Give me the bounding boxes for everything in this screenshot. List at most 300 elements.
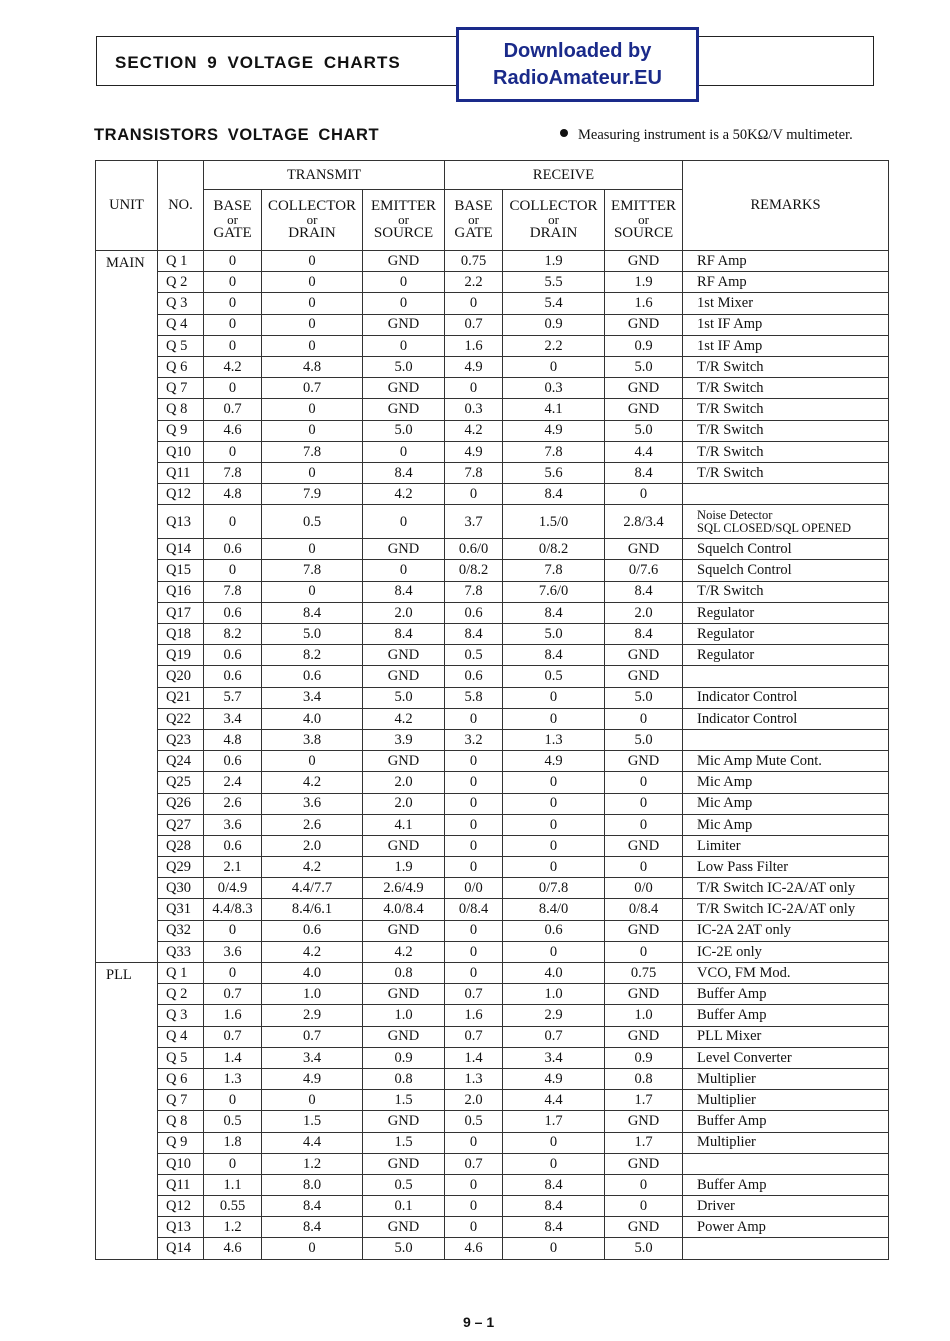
remark-cell: 1st Mixer: [683, 293, 889, 314]
remark-cell: PLL Mixer: [683, 1026, 889, 1047]
receive-voltage-cell: 5.5: [503, 272, 605, 293]
remark-cell: Mic Amp: [683, 814, 889, 835]
download-stamp: [456, 27, 699, 102]
transmit-voltage-cell: 3.6: [204, 814, 262, 835]
transmit-voltage-cell: GND: [363, 751, 445, 772]
transistor-no-cell: Q25: [158, 772, 204, 793]
table-row: [96, 857, 889, 878]
receive-voltage-cell: 0: [445, 1174, 503, 1195]
receive-voltage-cell: 0.5: [445, 1111, 503, 1132]
transmit-voltage-cell: 0: [204, 441, 262, 462]
table-row: [96, 878, 889, 899]
transmit-voltage-cell: 4.4/8.3: [204, 899, 262, 920]
receive-voltage-cell: 1.3: [503, 729, 605, 750]
remark-cell: Multiplier: [683, 1068, 889, 1089]
receive-voltage-cell: 0: [503, 793, 605, 814]
transistor-no-cell: Q26: [158, 793, 204, 814]
remark-cell: T/R Switch: [683, 441, 889, 462]
receive-voltage-cell: 8.4: [445, 624, 503, 645]
receive-voltage-cell: 0: [503, 814, 605, 835]
transmit-voltage-cell: 2.6: [204, 793, 262, 814]
transmit-voltage-cell: 0/4.9: [204, 878, 262, 899]
transistor-no-cell: Q14: [158, 539, 204, 560]
remark-cell: Mic Amp: [683, 793, 889, 814]
transmit-voltage-cell: 4.2: [363, 484, 445, 505]
receive-voltage-cell: 8.4: [605, 624, 683, 645]
remark-cell: Indicator Control: [683, 708, 889, 729]
remark-cell: T/R Switch IC-2A/AT only: [683, 878, 889, 899]
transmit-voltage-cell: GND: [363, 920, 445, 941]
transistor-no-cell: Q28: [158, 835, 204, 856]
transistor-no-cell: Q 2: [158, 984, 204, 1005]
transmit-voltage-cell: GND: [363, 1217, 445, 1238]
receive-voltage-cell: 0: [503, 772, 605, 793]
table-row: [96, 1153, 889, 1174]
remark-cell: Multiplier: [683, 1090, 889, 1111]
transmit-voltage-cell: 4.8: [204, 484, 262, 505]
transmit-voltage-cell: 1.1: [204, 1174, 262, 1195]
receive-voltage-cell: 0: [605, 941, 683, 962]
receive-voltage-cell: 5.0: [605, 1238, 683, 1259]
transmit-voltage-cell: 0: [204, 1153, 262, 1174]
table-row: [96, 399, 889, 420]
receive-voltage-cell: 0.6/0: [445, 539, 503, 560]
transmit-voltage-cell: 5.0: [363, 687, 445, 708]
remark-cell: Mic Amp: [683, 772, 889, 793]
tx-collector-drain-header: COLLECTOR or DRAIN: [262, 190, 363, 251]
transistor-no-cell: Q23: [158, 729, 204, 750]
receive-voltage-cell: 1.5/0: [503, 505, 605, 539]
table-row: [96, 251, 889, 272]
remark-cell: Buffer Amp: [683, 1111, 889, 1132]
transmit-voltage-cell: 0.7: [204, 984, 262, 1005]
transmit-voltage-cell: 1.0: [363, 1005, 445, 1026]
transmit-voltage-cell: 8.4: [363, 624, 445, 645]
transmit-voltage-cell: 2.6/4.9: [363, 878, 445, 899]
transmit-voltage-cell: 0: [204, 505, 262, 539]
receive-voltage-cell: 5.8: [445, 687, 503, 708]
receive-voltage-cell: 0: [445, 941, 503, 962]
receive-voltage-cell: 0: [445, 1196, 503, 1217]
transmit-voltage-cell: 7.9: [262, 484, 363, 505]
transmit-voltage-cell: 0.5: [262, 505, 363, 539]
receive-voltage-cell: GND: [605, 539, 683, 560]
receive-voltage-cell: 0: [445, 814, 503, 835]
receive-voltage-cell: 4.4: [605, 441, 683, 462]
receive-voltage-cell: 4.9: [503, 751, 605, 772]
transmit-voltage-cell: 0: [262, 539, 363, 560]
remark-cell: T/R Switch: [683, 462, 889, 483]
receive-voltage-cell: 0: [445, 708, 503, 729]
table-row: [96, 441, 889, 462]
transistor-no-cell: Q19: [158, 645, 204, 666]
transmit-voltage-cell: 1.5: [262, 1111, 363, 1132]
table-row: [96, 1196, 889, 1217]
remark-cell: T/R Switch: [683, 356, 889, 377]
transmit-voltage-cell: 5.0: [363, 420, 445, 441]
receive-voltage-cell: 1.0: [605, 1005, 683, 1026]
receive-voltage-cell: 0.9: [605, 1047, 683, 1068]
table-row: [96, 484, 889, 505]
remark-cell: [683, 666, 889, 687]
receive-voltage-cell: 1.6: [445, 335, 503, 356]
table-row: [96, 581, 889, 602]
remark-cell: [683, 505, 889, 539]
receive-voltage-cell: 8.4/0: [503, 899, 605, 920]
table-row: [96, 1132, 889, 1153]
transmit-voltage-cell: 0: [262, 751, 363, 772]
transistor-no-cell: Q11: [158, 462, 204, 483]
receive-voltage-cell: 0: [503, 857, 605, 878]
transmit-voltage-cell: 0.6: [204, 645, 262, 666]
receive-voltage-cell: 0: [445, 772, 503, 793]
transmit-voltage-cell: 0.6: [204, 835, 262, 856]
transmit-voltage-cell: 2.0: [363, 793, 445, 814]
table-row: [96, 751, 889, 772]
remark-cell: Power Amp: [683, 1217, 889, 1238]
transmit-voltage-cell: 0: [363, 335, 445, 356]
transmit-voltage-cell: 0.6: [204, 666, 262, 687]
table-row: [96, 645, 889, 666]
table-row: [96, 420, 889, 441]
tx-base-gate-header: BASE or GATE: [204, 190, 262, 251]
transmit-voltage-cell: 4.6: [204, 1238, 262, 1259]
receive-voltage-cell: 0: [503, 356, 605, 377]
transmit-voltage-cell: 4.1: [363, 814, 445, 835]
receive-voltage-cell: 4.4: [503, 1090, 605, 1111]
receive-voltage-cell: 8.4: [503, 484, 605, 505]
transmit-voltage-cell: 2.4: [204, 772, 262, 793]
receive-voltage-cell: 0: [503, 687, 605, 708]
receive-voltage-cell: 0.7: [445, 984, 503, 1005]
receive-voltage-cell: 0: [605, 814, 683, 835]
receive-voltage-cell: 0: [605, 857, 683, 878]
table-row: [96, 920, 889, 941]
transistor-no-cell: Q17: [158, 602, 204, 623]
transmit-voltage-cell: 2.1: [204, 857, 262, 878]
transmit-voltage-cell: GND: [363, 666, 445, 687]
unit-cell: PLL: [96, 963, 158, 1260]
transmit-voltage-cell: 0: [204, 272, 262, 293]
transmit-voltage-cell: GND: [363, 314, 445, 335]
transistor-no-cell: Q14: [158, 1238, 204, 1259]
remark-cell: T/R Switch: [683, 581, 889, 602]
transmit-voltage-cell: 0: [262, 420, 363, 441]
remark-cell: IC-2E only: [683, 941, 889, 962]
transmit-voltage-cell: 0: [204, 560, 262, 581]
receive-voltage-cell: 5.4: [503, 293, 605, 314]
transmit-voltage-cell: 8.4: [262, 1196, 363, 1217]
remark-cell: IC-2A 2AT only: [683, 920, 889, 941]
table-row: [96, 272, 889, 293]
section-title: SECTION 9 VOLTAGE CHARTS: [115, 53, 401, 72]
transistor-no-cell: Q 1: [158, 251, 204, 272]
remark-cell: RF Amp: [683, 272, 889, 293]
transmit-voltage-cell: 0: [262, 314, 363, 335]
unit-header: UNIT: [96, 161, 158, 251]
transmit-voltage-cell: 2.0: [363, 772, 445, 793]
transmit-voltage-cell: 1.9: [363, 857, 445, 878]
transmit-voltage-cell: 4.4: [262, 1132, 363, 1153]
transmit-voltage-cell: 8.4: [363, 462, 445, 483]
table-row: [96, 1090, 889, 1111]
transmit-voltage-cell: GND: [363, 645, 445, 666]
transmit-voltage-cell: 3.4: [204, 708, 262, 729]
transistor-no-cell: Q32: [158, 920, 204, 941]
no-header: NO.: [158, 161, 204, 251]
receive-voltage-cell: 4.9: [503, 1068, 605, 1089]
transmit-voltage-cell: 0.9: [363, 1047, 445, 1068]
receive-voltage-cell: 5.0: [605, 420, 683, 441]
transmit-voltage-cell: 0.55: [204, 1196, 262, 1217]
receive-voltage-cell: 3.4: [503, 1047, 605, 1068]
transmit-voltage-cell: 0.5: [204, 1111, 262, 1132]
transmit-voltage-cell: 0: [204, 251, 262, 272]
receive-voltage-cell: 2.9: [503, 1005, 605, 1026]
receive-voltage-cell: 8.4: [503, 1217, 605, 1238]
transistor-no-cell: Q 7: [158, 1090, 204, 1111]
remark-cell: Driver: [683, 1196, 889, 1217]
receive-voltage-cell: 0/8.2: [445, 560, 503, 581]
transmit-voltage-cell: 0: [262, 1090, 363, 1111]
transistor-no-cell: Q 6: [158, 356, 204, 377]
transmit-voltage-cell: 1.5: [363, 1132, 445, 1153]
transistor-no-cell: Q33: [158, 941, 204, 962]
receive-voltage-cell: 1.6: [605, 293, 683, 314]
receive-voltage-cell: GND: [605, 251, 683, 272]
remark-cell: Low Pass Filter: [683, 857, 889, 878]
transmit-voltage-cell: 3.6: [204, 941, 262, 962]
transmit-voltage-cell: 0.1: [363, 1196, 445, 1217]
transmit-voltage-cell: 4.0/8.4: [363, 899, 445, 920]
table-row: [96, 941, 889, 962]
transistor-no-cell: Q13: [158, 1217, 204, 1238]
receive-voltage-cell: GND: [605, 1217, 683, 1238]
receive-voltage-cell: 0: [445, 1217, 503, 1238]
transmit-voltage-cell: 0.6: [204, 602, 262, 623]
transistor-no-cell: Q22: [158, 708, 204, 729]
receive-voltage-cell: 7.6/0: [503, 581, 605, 602]
transmit-voltage-cell: 0: [204, 293, 262, 314]
receive-voltage-cell: 0: [503, 708, 605, 729]
transistor-no-cell: Q 4: [158, 314, 204, 335]
remark-cell: Regulator: [683, 645, 889, 666]
transistor-no-cell: Q29: [158, 857, 204, 878]
receive-voltage-cell: 7.8: [503, 441, 605, 462]
table-row: [96, 356, 889, 377]
transmit-voltage-cell: 4.2: [204, 356, 262, 377]
receive-voltage-cell: GND: [605, 645, 683, 666]
remark-cell: Regulator: [683, 624, 889, 645]
table-row: [96, 335, 889, 356]
receive-voltage-cell: GND: [605, 1026, 683, 1047]
transistor-no-cell: Q11: [158, 1174, 204, 1195]
table-row: [96, 1047, 889, 1068]
receive-voltage-cell: GND: [605, 378, 683, 399]
transmit-voltage-cell: 8.2: [204, 624, 262, 645]
transmit-voltage-cell: 8.4/6.1: [262, 899, 363, 920]
transmit-voltage-cell: 0: [262, 462, 363, 483]
transmit-voltage-cell: 5.0: [363, 356, 445, 377]
receive-voltage-cell: 0: [445, 751, 503, 772]
remark-cell: Regulator: [683, 602, 889, 623]
remark-cell: 1st IF Amp: [683, 314, 889, 335]
transmit-voltage-cell: 3.9: [363, 729, 445, 750]
transmit-voltage-cell: GND: [363, 539, 445, 560]
transistor-no-cell: Q 3: [158, 293, 204, 314]
receive-voltage-cell: 0.7: [503, 1026, 605, 1047]
transistor-no-cell: Q 8: [158, 1111, 204, 1132]
transmit-voltage-cell: GND: [363, 1026, 445, 1047]
transistor-no-cell: Q13: [158, 505, 204, 539]
transmit-voltage-cell: 4.8: [262, 356, 363, 377]
receive-voltage-cell: 0: [605, 1174, 683, 1195]
transistor-no-cell: Q 6: [158, 1068, 204, 1089]
table-row: [96, 293, 889, 314]
download-line-1: Downloaded by: [503, 40, 652, 62]
receive-voltage-cell: 4.2: [445, 420, 503, 441]
receive-voltage-cell: 2.0: [605, 602, 683, 623]
remark-cell: RF Amp: [683, 251, 889, 272]
transmit-voltage-cell: 4.6: [204, 420, 262, 441]
transistor-no-cell: Q31: [158, 899, 204, 920]
transmit-voltage-cell: 0: [262, 399, 363, 420]
receive-voltage-cell: 0.7: [445, 314, 503, 335]
receive-voltage-cell: 0: [445, 857, 503, 878]
transmit-voltage-cell: 5.7: [204, 687, 262, 708]
receive-voltage-cell: 0: [503, 1238, 605, 1259]
transmit-voltage-cell: 8.4: [363, 581, 445, 602]
remark-cell: Buffer Amp: [683, 1005, 889, 1026]
remark-cell: T/R Switch IC-2A/AT only: [683, 899, 889, 920]
transmit-voltage-cell: 4.4/7.7: [262, 878, 363, 899]
receive-voltage-cell: 4.9: [445, 356, 503, 377]
table-row: [96, 1174, 889, 1195]
remark-cell: [683, 484, 889, 505]
table-row: [96, 1005, 889, 1026]
transistor-no-cell: Q10: [158, 441, 204, 462]
transistor-no-cell: Q15: [158, 560, 204, 581]
receive-voltage-cell: 0/8.2: [503, 539, 605, 560]
receive-voltage-cell: 0: [445, 920, 503, 941]
transmit-voltage-cell: 3.6: [262, 793, 363, 814]
receive-voltage-cell: 0.75: [445, 251, 503, 272]
receive-voltage-cell: GND: [605, 920, 683, 941]
transmit-voltage-cell: 3.4: [262, 687, 363, 708]
transmit-voltage-cell: 0.7: [262, 378, 363, 399]
receive-voltage-cell: 0: [605, 793, 683, 814]
transmit-voltage-cell: 0.7: [204, 399, 262, 420]
receive-voltage-cell: 0: [445, 793, 503, 814]
transmit-voltage-cell: 0: [204, 1090, 262, 1111]
transmit-voltage-cell: 1.2: [262, 1153, 363, 1174]
table-row: [96, 793, 889, 814]
receive-voltage-cell: 5.0: [605, 356, 683, 377]
transistor-no-cell: Q 2: [158, 272, 204, 293]
transmit-voltage-cell: 4.2: [363, 708, 445, 729]
receive-voltage-cell: 0/8.4: [445, 899, 503, 920]
receive-voltage-cell: 0: [605, 484, 683, 505]
receive-voltage-cell: GND: [605, 1111, 683, 1132]
receive-voltage-cell: 1.7: [605, 1090, 683, 1111]
rx-collector-drain-header: COLLECTOR or DRAIN: [503, 190, 605, 251]
voltage-table: [95, 160, 889, 1260]
receive-voltage-cell: 7.8: [445, 581, 503, 602]
table-row: [96, 984, 889, 1005]
transistor-no-cell: Q10: [158, 1153, 204, 1174]
receive-voltage-cell: 1.9: [605, 272, 683, 293]
receive-voltage-cell: 4.0: [503, 963, 605, 984]
receive-voltage-cell: 1.0: [503, 984, 605, 1005]
transmit-voltage-cell: 1.2: [204, 1217, 262, 1238]
transmit-voltage-cell: 0.6: [204, 539, 262, 560]
transmit-voltage-cell: 4.2: [363, 941, 445, 962]
transmit-voltage-cell: GND: [363, 251, 445, 272]
transmit-voltage-cell: 8.0: [262, 1174, 363, 1195]
receive-voltage-cell: GND: [605, 751, 683, 772]
table-row: [96, 666, 889, 687]
remark-line-2: SQL CLOSED/SQL OPENED: [697, 520, 851, 535]
table-row: [96, 1111, 889, 1132]
table-row: [96, 1238, 889, 1259]
table-row: [96, 1217, 889, 1238]
tx-emitter-source-header: EMITTER or SOURCE: [363, 190, 445, 251]
receive-voltage-cell: 0: [503, 941, 605, 962]
receive-voltage-cell: 4.9: [503, 420, 605, 441]
remark-cell: T/R Switch: [683, 420, 889, 441]
transmit-voltage-cell: 1.0: [262, 984, 363, 1005]
remark-cell: Multiplier: [683, 1132, 889, 1153]
receive-voltage-cell: GND: [605, 666, 683, 687]
receive-voltage-cell: 5.0: [605, 687, 683, 708]
table-row: [96, 899, 889, 920]
table-row: [96, 708, 889, 729]
receive-voltage-cell: 0: [445, 963, 503, 984]
remark-cell: T/R Switch: [683, 399, 889, 420]
transistor-no-cell: Q12: [158, 1196, 204, 1217]
unit-cell: MAIN: [96, 251, 158, 963]
table-row: [96, 1026, 889, 1047]
transmit-header: TRANSMIT: [204, 161, 445, 190]
receive-voltage-cell: 5.6: [503, 462, 605, 483]
receive-voltage-cell: 0/7.8: [503, 878, 605, 899]
transmit-voltage-cell: 7.8: [204, 581, 262, 602]
table-row: [96, 835, 889, 856]
receive-voltage-cell: 0: [445, 835, 503, 856]
transistor-no-cell: Q16: [158, 581, 204, 602]
receive-voltage-cell: 3.7: [445, 505, 503, 539]
rx-base-gate-header: BASE or GATE: [445, 190, 503, 251]
receive-voltage-cell: 0.9: [503, 314, 605, 335]
receive-voltage-cell: 0: [445, 484, 503, 505]
receive-voltage-cell: 0.7: [445, 1153, 503, 1174]
receive-voltage-cell: 8.4: [503, 1174, 605, 1195]
receive-voltage-cell: 1.4: [445, 1047, 503, 1068]
receive-voltage-cell: 1.7: [503, 1111, 605, 1132]
transmit-voltage-cell: 2.0: [262, 835, 363, 856]
transmit-voltage-cell: 2.0: [363, 602, 445, 623]
receive-voltage-cell: GND: [605, 399, 683, 420]
transistor-no-cell: Q24: [158, 751, 204, 772]
transistor-no-cell: Q 7: [158, 378, 204, 399]
receive-voltage-cell: 0/8.4: [605, 899, 683, 920]
transmit-voltage-cell: 0.8: [363, 963, 445, 984]
transmit-voltage-cell: 1.6: [204, 1005, 262, 1026]
transmit-voltage-cell: 3.4: [262, 1047, 363, 1068]
transmit-voltage-cell: 0: [262, 272, 363, 293]
receive-voltage-cell: 0: [503, 1153, 605, 1174]
transistor-no-cell: Q12: [158, 484, 204, 505]
